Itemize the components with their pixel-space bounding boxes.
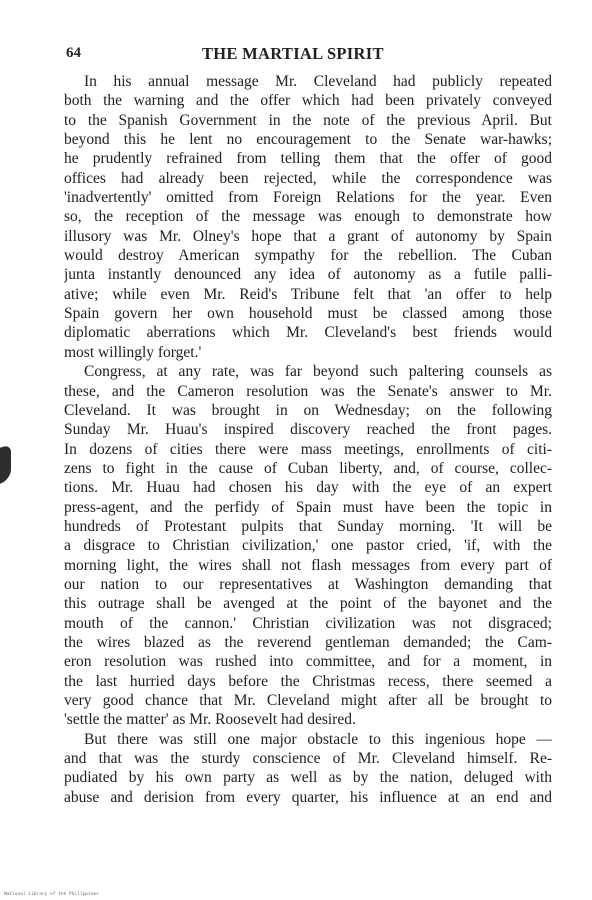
text-line: 'inadvertently' omitted from Foreign Relations for the year. Even bbox=[64, 189, 552, 207]
text-line: In dozens of cities there were mass meetings, enrollments of citi- bbox=[64, 440, 552, 458]
text-line: would destroy American sympathy for the rebellion. The Cuban bbox=[64, 247, 552, 265]
text-line: the last hurried days before the Christmas recess, there seemed a bbox=[64, 672, 552, 690]
body-text bbox=[64, 72, 552, 807]
page-header bbox=[66, 43, 552, 65]
text-line: pudiated by his own party as well as by the nation, deluged with bbox=[64, 769, 552, 787]
text-line: so, the reception of the message was enough to demonstrate how bbox=[64, 208, 552, 226]
text-line: beyond this he lent no encouragement to the Senate war-hawks; bbox=[64, 131, 552, 149]
text-line: this outrage shall be avenged at the point of the bayonet and the bbox=[64, 595, 552, 613]
text-line: our nation to our representatives at Washington demanding that bbox=[64, 575, 552, 593]
text-line: Congress, at any rate, was far beyond such paltering counsels as bbox=[84, 363, 552, 381]
text-line: Sunday Mr. Huau's inspired discovery reached the front pages. bbox=[64, 421, 552, 439]
running-head: THE MARTIAL SPIRIT bbox=[202, 44, 384, 63]
text-line: most willingly forget.' bbox=[64, 343, 202, 361]
text-line: diplomatic aberrations which Mr. Cleveland's best friends would bbox=[64, 324, 552, 342]
text-line: ative; while even Mr. Reid's Tribune felt that 'an offer to help bbox=[64, 285, 552, 303]
text-line: 'settle the matter' as Mr. Roosevelt had desired. bbox=[64, 711, 356, 729]
text-line: Spain govern her own household must be classed among those bbox=[64, 305, 552, 323]
text-line: In his annual message Mr. Cleveland had publicly repeated bbox=[84, 73, 552, 90]
text-line: a disgrace to Christian civilization,' one pastor cried, 'if, with the bbox=[64, 537, 552, 555]
text-line: illusory was Mr. Olney's hope that a grant of autonomy by Spain bbox=[64, 227, 552, 245]
text-line: press-agent, and the perfidy of Spain must have been the topic in bbox=[64, 498, 552, 516]
text-line: But there was still one major obstacle to this ingenious hope — bbox=[84, 730, 552, 748]
text-line: tions. Mr. Huau had chosen his day with the eye of an expert bbox=[64, 479, 552, 497]
text-line: very good chance that Mr. Cleveland might after all be brought to bbox=[64, 692, 552, 709]
text-line: mouth of the cannon.' Christian civilization was not disgraced; bbox=[64, 614, 552, 632]
text-line: the wires blazed as the reverend gentleman demanded; the Cam- bbox=[64, 633, 552, 651]
text-line: Cleveland. It was brought in on Wednesday; on the following bbox=[64, 401, 552, 419]
text-line: hundreds of Protestant pulpits that Sunday morning. 'It will be bbox=[64, 517, 552, 535]
text-line: junta instantly denounced any idea of autonomy as a futile palli- bbox=[64, 266, 552, 284]
text-line: eron resolution was rushed into committee, and for a moment, in bbox=[64, 653, 552, 671]
page-binding-shadow bbox=[0, 444, 11, 484]
text-line: both the warning and the offer which had been privately conveyed bbox=[64, 92, 552, 110]
page-number: 64 bbox=[66, 45, 81, 61]
text-line: to the Spanish Government in the note of the previous April. But bbox=[64, 111, 552, 129]
text-line: morning light, the wires shall not flash messages from every part of bbox=[64, 556, 552, 574]
text-line: offices had already been rejected, while the correspondence was bbox=[64, 169, 552, 187]
text-line: zens to fight in the cause of Cuban liberty, and, of course, collec- bbox=[64, 459, 552, 477]
text-line: he prudently refrained from telling them that the offer of good bbox=[64, 150, 552, 168]
text-line: abuse and derision from every quarter, his influence at an end and bbox=[64, 788, 552, 806]
text-line: and that was the sturdy conscience of Mr. Cleveland himself. Re- bbox=[64, 750, 552, 768]
text-line: these, and the Cameron resolution was the Senate's answer to Mr. bbox=[64, 382, 552, 400]
scan-footer: National Library of the Philippines bbox=[4, 892, 99, 897]
